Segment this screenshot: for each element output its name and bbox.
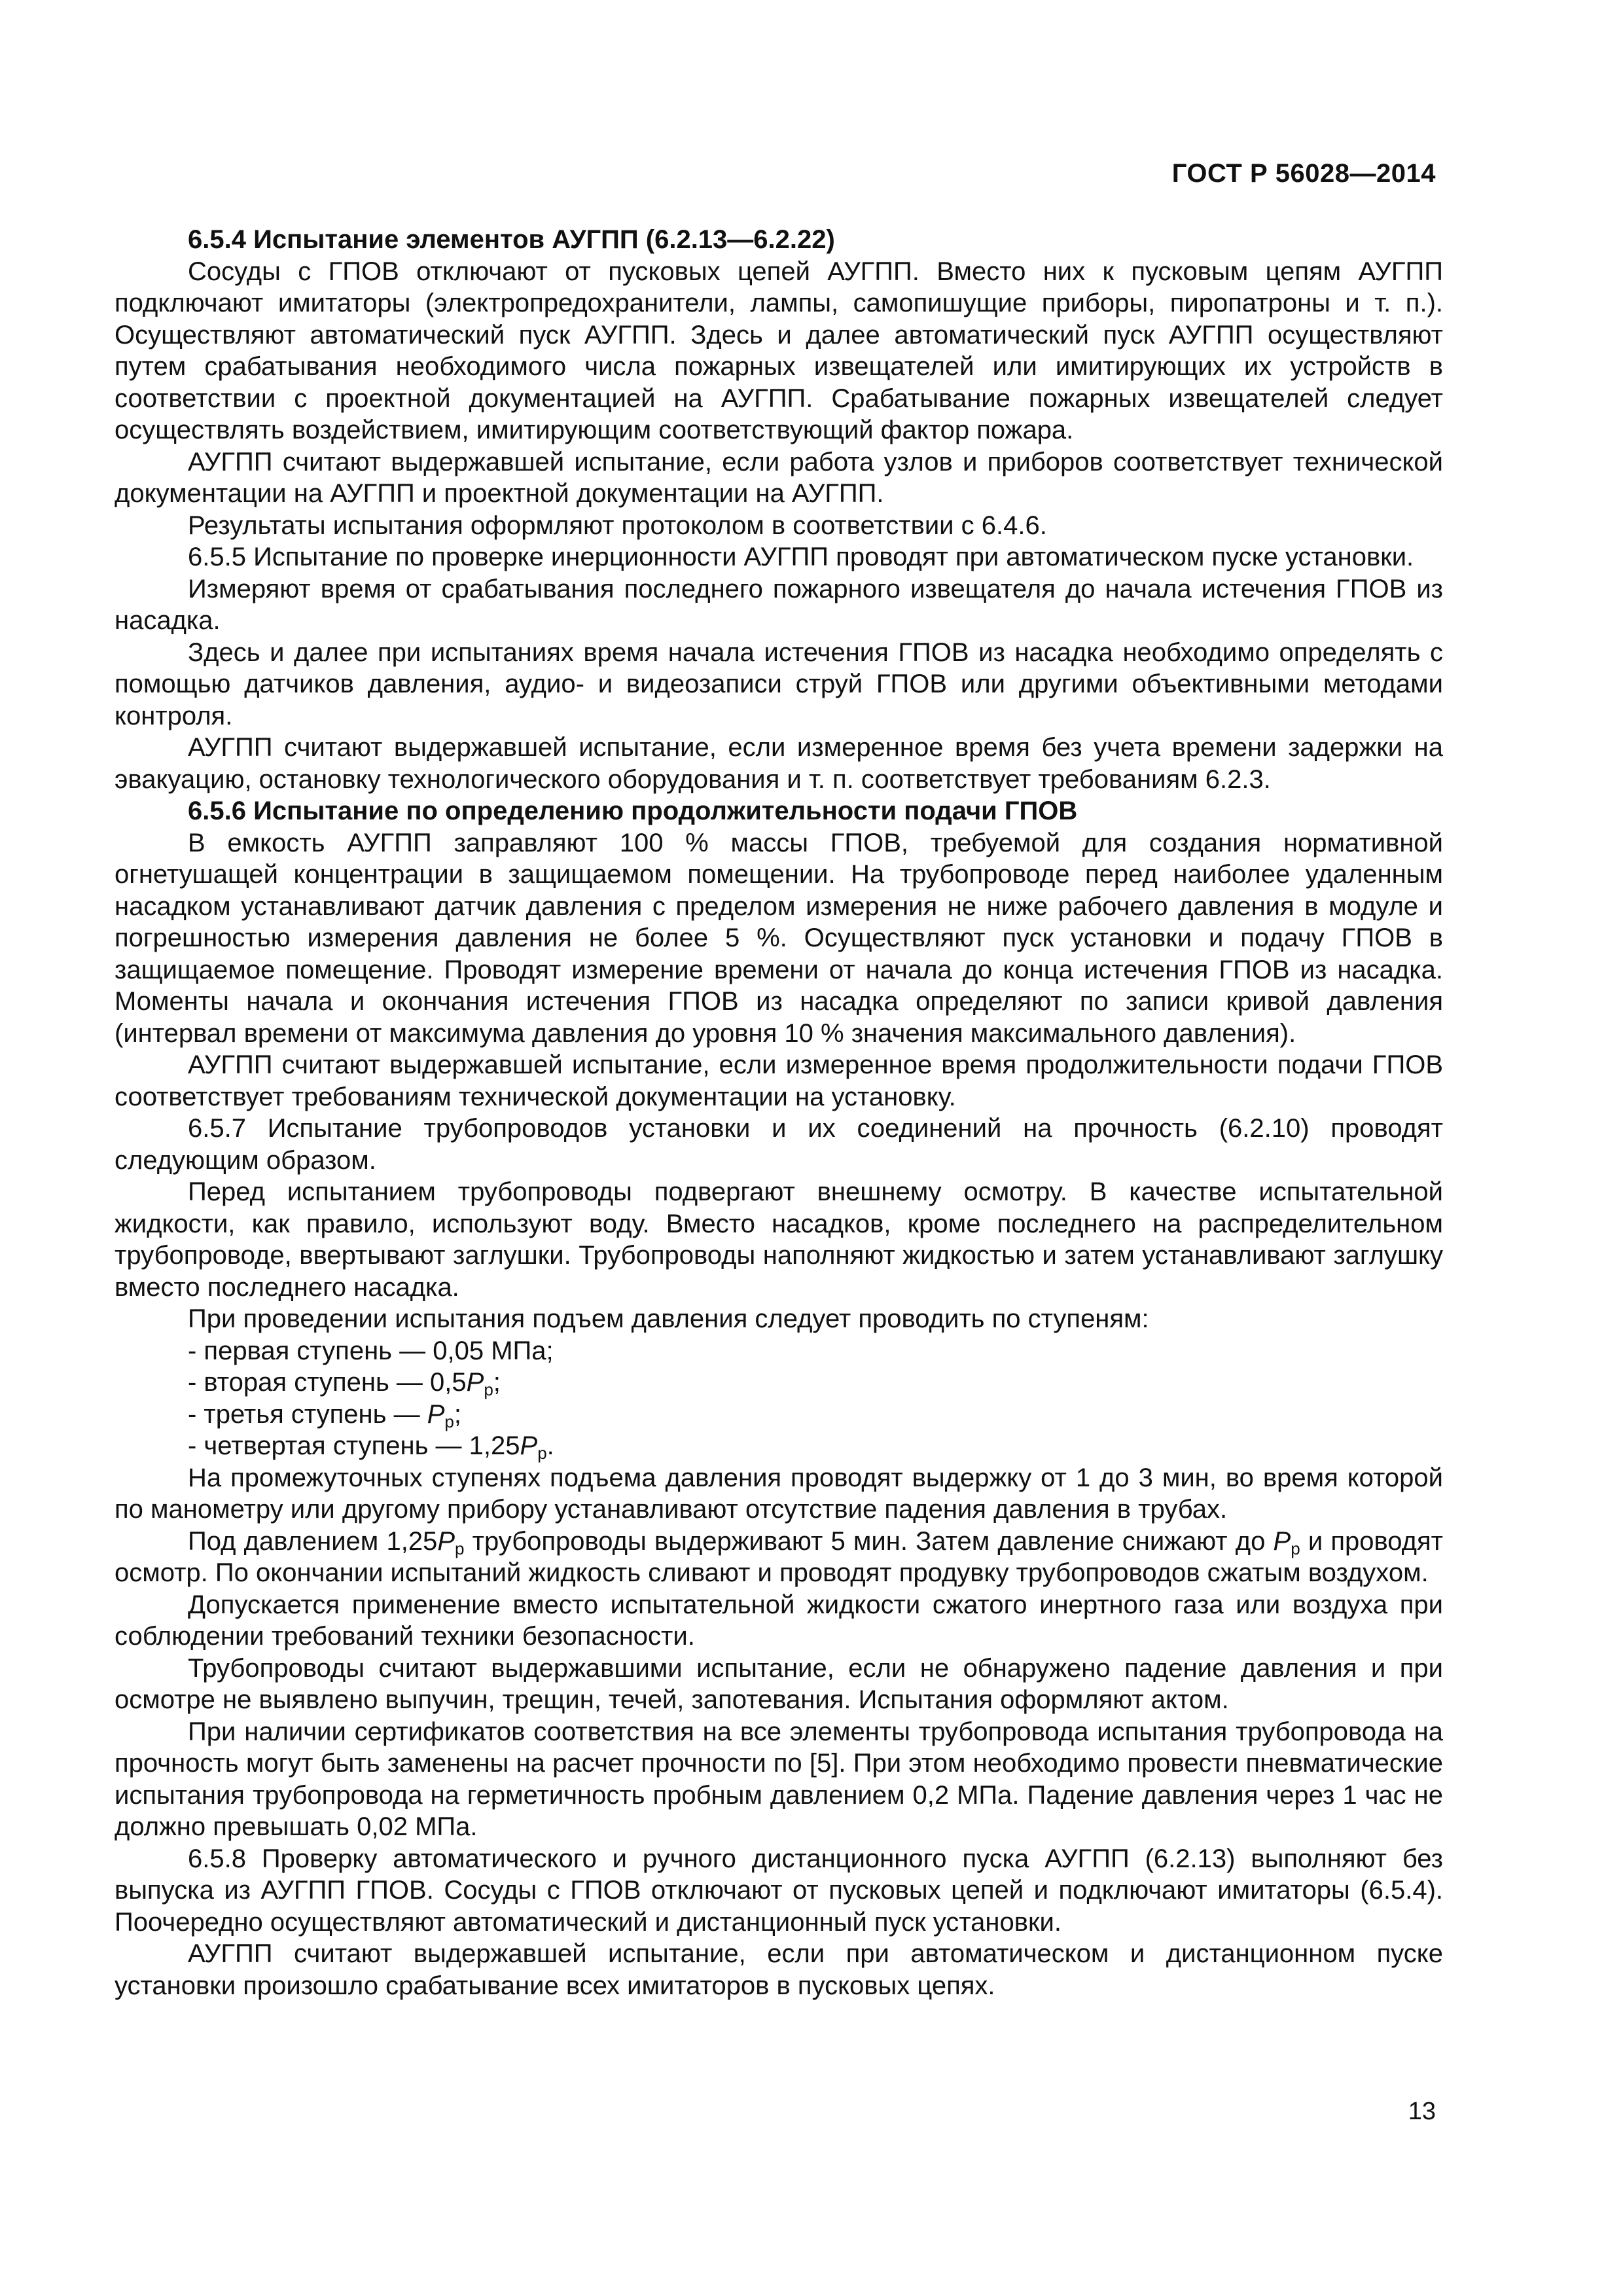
paragraph: В емкость АУГПП заправляют 100 % массы ГПОВ, требуемой для создания нормативной огнетушащей концентрации в защищаемом помещении. На трубопроводе перед наиболее удаленным насадком устанавливают датчик давления с пределом измерения не ниже рабочего давления в модуле и погрешностью измерения давления не более 5 %. Осуществляют пуск установки и подачу ГПОВ в защищаемое помещение. Проводят измерение времени от начала до конца истечения ГПОВ из насадка. Моменты начала и окончания истечения ГПОВ из насадка определяют по записи кривой давления (интервал времени от максимума давления до уровня 10 % значения максимального давления). [115,828,1443,1048]
paragraph: АУГПП считают выдержавшей испытание, если измеренное время продолжительности подачи ГПОВ соответствует требованиям технической документации на установку. [115,1050,1443,1111]
paragraph-6-5-5: 6.5.5 Испытание по проверке инерционности АУГПП проводят при автоматическом пуске установки. [188,543,1414,571]
list-item: - четвертая ступень — $1,25P_р$. [188,1431,554,1463]
paragraph: При наличии сертификатов соответствия на все элементы трубопровода испытания трубопровода на прочность могут быть заменены на расчет прочности по [5]. При этом необходимо провести пневматические испытания трубопровода на герметичность пробным давлением 0,2 МПа. Падение давления через 1 час не должно превышать 0,02 МПа. [115,1717,1443,1841]
paragraph: Под давлением $1,25P_р$ трубопроводы выдерживают 5 мин. Затем давление снижают до $P_р$ и проводят осмотр. По окончании испытаний жидкость сливают и проводят продувку трубопроводов сжатым воздухом. [115,1526,1443,1587]
paragraph: Сосуды с ГПОВ отключают от пусковых цепей АУГПП. Вместо них к пусковым цепям АУГПП подключают имитаторы (электропредохранители, лампы, самопишущие приборы, пиропатроны и т. п.). Осуществляют автоматический пуск АУГПП. Здесь и далее автоматический пуск АУГПП осуществляют путем срабатывания необходимого числа пожарных извещателей или имитирующих их устройств в соответствии с проектной документацией на АУГПП. Срабатывание пожарных извещателей следует осуществлять воздействием, имитирующим соответствующий фактор пожара. [115,257,1443,444]
paragraph: При проведении испытания подъем давления следует проводить по ступеням: [188,1304,1149,1333]
paragraph: Здесь и далее при испытаниях время начала истечения ГПОВ из насадка необходимо определять с помощью датчиков давления, аудио- и видеозаписи струй ГПОВ или другими объективными методами контроля. [115,637,1443,730]
paragraph-6-5-8: 6.5.8 Проверку автоматического и ручного дистанционного пуска АУГПП (6.2.13) выполняют без выпуска из АУГПП ГПОВ. Сосуды с ГПОВ отключают от пусковых цепей и подключают имитаторы (6.5.4). Поочередно осуществляют автоматический и дистанционный пуск установки. [115,1844,1443,1937]
paragraph: На промежуточных ступенях подъема давления проводят выдержку от 1 до 3 мин, во время которой по манометру или другому прибору устанавливают отсутствие падения давления в трубах. [115,1463,1443,1524]
paragraph: АУГПП считают выдержавшей испытание, если работа узлов и приборов соответствует технической документации на АУГПП и проектной документации на АУГПП. [115,447,1443,508]
paragraph: Измеряют время от срабатывания последнего пожарного извещателя до начала истечения ГПОВ из насадка. [115,574,1443,635]
pressure-steps-list [115,1335,1443,1462]
paragraph: Трубопроводы считают выдержавшими испытание, если не обнаружено падение давления и при осмотре не выявлено выпучин, трещин, течей, запотевания. Испытания оформляют актом. [115,1653,1443,1714]
list-item: - третья ступень — $P_р$; [188,1399,461,1431]
paragraph: Допускается применение вместо испытательной жидкости сжатого инертного газа или воздуха при соблюдении требований техники безопасности. [115,1590,1443,1651]
paragraph: Результаты испытания оформляют протоколом в соответствии с 6.4.6. [188,511,1047,540]
paragraph: АУГПП считают выдержавшей испытание, если при автоматическом и дистанционном пуске установки произошло срабатывание всех имитаторов в пусковых цепях. [115,1939,1443,2000]
page-number: 13 [1408,2098,1436,2125]
list-item: - первая ступень — 0,05 МПа; [188,1336,554,1365]
document-body [115,224,1443,2001]
paragraph: АУГПП считают выдержавшей испытание, если измеренное время без учета времени задержки на эвакуацию, остановку технологического оборудования и т. п. соответствует требованиям 6.2.3. [115,733,1443,794]
document-code: ГОСТ Р 56028—2014 [1171,159,1436,188]
list-item: - вторая ступень — $0,5P_р$; [188,1368,501,1399]
section-heading-6-5-4: 6.5.4 Испытание элементов АУГПП (6.2.13—6.2.22) [188,225,835,254]
section-heading-6-5-6: 6.5.6 Испытание по определению продолжительности подачи ГПОВ [188,797,1078,825]
paragraph: Перед испытанием трубопроводы подвергают внешнему осмотру. В качестве испытательной жидкости, как правило, используют воду. Вместо насадков, кроме последнего на распределительном трубопроводе, ввертывают заглушки. Трубопроводы наполняют жидкостью и затем устанавливают заглушку вместо последнего насадка. [115,1177,1443,1302]
paragraph-6-5-7: 6.5.7 Испытание трубопроводов установки и их соединений на прочность (6.2.10) проводят следующим образом. [115,1114,1443,1175]
